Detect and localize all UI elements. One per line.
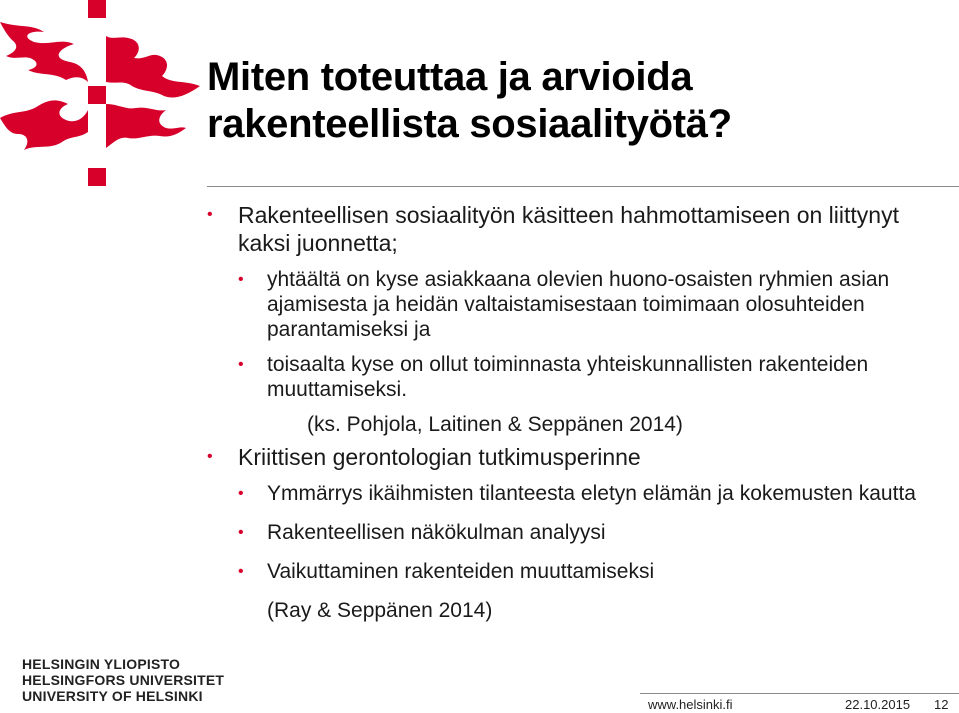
footer-url[interactable]: www.helsinki.fi (648, 697, 733, 712)
sub-bullet-item: • Ymmärrys ikäihmisten tilanteesta eletyn elämän ja kokemusten kautta (238, 482, 916, 505)
page-number: 12 (934, 697, 949, 712)
bullet-icon: • (238, 563, 244, 580)
bullet-icon: • (238, 271, 244, 288)
footer-date: 22.10.2015 (845, 697, 911, 712)
bullet-icon: • (238, 485, 244, 502)
reference-text: (ks. Pohjola, Laitinen & Seppänen 2014) (307, 413, 683, 436)
university-logo-icon (0, 0, 200, 190)
bullet-item: • Kriittisen gerontologian tutkimusperinne (207, 444, 641, 470)
bullet-icon: • (238, 524, 244, 541)
sub-bullet-item: • Rakenteellisen näkökulman analyysi (238, 521, 606, 544)
footer-divider (640, 693, 959, 694)
bullet-icon: • (238, 356, 244, 373)
university-name: HELSINGIN YLIOPISTO HELSINGFORS UNIVERSITET UNIVERSITY OF HELSINKI (22, 656, 225, 704)
title-divider (207, 186, 959, 187)
slide-title: Miten toteuttaa ja arvioida rakenteellista sosiaalityötä? (207, 55, 732, 146)
bullet-icon: • (207, 448, 213, 465)
reference-text: (Ray & Seppänen 2014) (267, 599, 493, 622)
sub-bullet-item: • yhtäältä on kyse asiakkaana olevien huono-osaisten ryhmien asian ajamisesta ja heidän valtaistamisestaan toimimaan olosuhteiden parantamiseksi ja (238, 268, 890, 341)
bullet-item: • Rakenteellisen sosiaalityön käsitteen hahmottamiseen on liittynyt kaksi juonnetta; (207, 202, 899, 256)
sub-bullet-item: • toisaalta kyse on ollut toiminnasta yhteiskunnallisten rakenteiden muuttamiseksi. (238, 353, 869, 401)
bullet-icon: • (207, 206, 213, 223)
slide-content (207, 201, 952, 623)
sub-bullet-item: • Vaikuttaminen rakenteiden muuttamiseksi (238, 560, 655, 583)
